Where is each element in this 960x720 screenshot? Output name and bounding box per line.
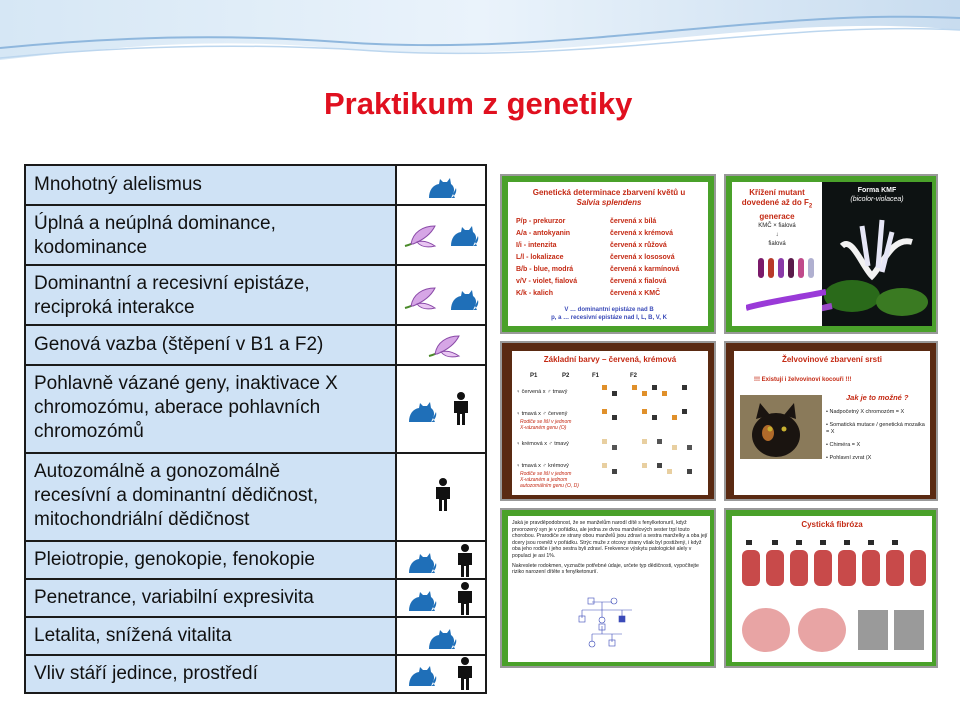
cat-cross-grid bbox=[582, 383, 702, 483]
cat-icon bbox=[405, 545, 439, 577]
topic-icons bbox=[397, 542, 485, 578]
slide-thumbnail-cf bbox=[724, 508, 938, 668]
cross-row: ♀ tmavá x ♂ červený bbox=[516, 411, 568, 417]
cross-row: ♀ tmavá x ♂ krémový bbox=[516, 463, 569, 469]
topic-label: Penetrance, variabilní expresivita bbox=[26, 580, 397, 616]
topic-icons bbox=[397, 326, 485, 364]
slide-heading: Genetická determinace zbarvení květů u Salvia splendens bbox=[532, 188, 686, 207]
table-row bbox=[26, 266, 485, 326]
kmf-label: Forma KMF (bicolor-violacea) bbox=[850, 187, 904, 203]
violet-flower-image bbox=[746, 286, 826, 316]
topic-label: Pohlavně vázané geny, inaktivace X chromozómu, aberace pohlavních chromozómů bbox=[26, 366, 397, 452]
cross-row: ♀ červená x ♂ tmavý bbox=[516, 389, 568, 395]
slide-heading: Základní barvy – červená, krémová bbox=[543, 355, 677, 364]
topic-label: Úplná a neúplná dominance, kodominance bbox=[26, 206, 397, 264]
topic-icons bbox=[397, 454, 485, 540]
topic-icons bbox=[397, 206, 485, 264]
table-row bbox=[26, 580, 485, 618]
pedigree-problem-text: Jaká je pravděpodobnost, že se manželům narodí dítě s fenylketonurií, když prvorozený syn je v pořádku, ale jedna ze dvou manželových sester trpí touto chorobou. Prarodiče ze strany obou manželů jsou zdraví a sestra manželky a oba její dcery jsou rovněž v pořádku. Strýc muže z otcovy strany však byl postižený, i když oba jeho rodiče i jeho sestra byli zdraví. Frekvence výskytu patologické alely v populaci je asi 1%. Nakreslete rodokmen, vyznačte potřebné údaje, určete typ dědičnosti, vypočítejte riziko narození dítěte s fenylketonurií. bbox=[512, 520, 708, 576]
topic-label: Letalita, snížená vitalita bbox=[26, 618, 397, 654]
tortoise-question: !!! Existují i želvovinoví kocouři !!! bbox=[754, 377, 852, 383]
col-label: F1 bbox=[592, 373, 600, 379]
cat-icon bbox=[405, 583, 439, 615]
page-title: Praktikum z genetiky bbox=[324, 86, 633, 121]
table-row bbox=[26, 326, 485, 366]
slide-thumbnail-tortoiseshell bbox=[724, 341, 938, 501]
topic-label: Vliv stáří jedince, prostředí bbox=[26, 656, 397, 692]
salvia-flower-photo bbox=[822, 206, 932, 324]
flower-icon bbox=[403, 220, 439, 252]
table-row bbox=[26, 206, 485, 266]
salvia-gene-list: P/p - prekurzor červená x bílá A/a - antokyanin červená x krémová I/i - intenzita červená x růžová L/l - lokalizace červená x lososová B/b - blue, modrá červená x karmínová v/V - violet, fialová červená x fialová K/k - kalich červená x KMČ bbox=[516, 218, 680, 297]
topic-label: Pleiotropie, genokopie, fenokopie bbox=[26, 542, 397, 578]
topic-icons bbox=[397, 366, 485, 452]
table-row bbox=[26, 366, 485, 454]
person-icon bbox=[455, 582, 475, 616]
mutant-cross-text: KMČ × fialová ↓ fialová bbox=[758, 223, 796, 247]
topic-icons bbox=[397, 266, 485, 324]
tortoise-question-2: Jak je to možné ? bbox=[846, 393, 909, 402]
table-row bbox=[26, 656, 485, 692]
topic-icons bbox=[397, 166, 485, 204]
slide-thumbnail-mutants bbox=[724, 174, 938, 334]
slide-thumbnail-pedigree bbox=[500, 508, 716, 668]
tortoiseshell-cat-photo bbox=[740, 395, 822, 459]
topic-icons bbox=[397, 656, 485, 692]
col-label: P1 bbox=[530, 373, 538, 379]
header-wave-decoration bbox=[0, 0, 960, 100]
person-icon bbox=[451, 392, 471, 426]
cat-icon bbox=[447, 218, 481, 250]
col-label: F2 bbox=[630, 373, 638, 379]
slide-heading: Želvovinové zbarvení srsti bbox=[781, 355, 883, 364]
tortoise-bullets: • Nadpočetný X chromozóm = X • Somatická mutace / genetická mozaika = X • Chiméra = X • Pohlavní zvrat (X bbox=[826, 409, 925, 461]
topics-table bbox=[24, 164, 487, 694]
cf-organs-illustration bbox=[738, 536, 928, 660]
slide-heading: Křížení mutant dovedené až do $F_2$ generace bbox=[741, 188, 813, 221]
cross-row: ♀ krémová x ♂ tmavý bbox=[516, 441, 569, 447]
col-label: P2 bbox=[562, 373, 570, 379]
topic-label: Genová vazba (štěpení v B1 a F2) bbox=[26, 326, 397, 364]
table-row bbox=[26, 166, 485, 206]
flower-icon bbox=[403, 282, 439, 314]
person-icon bbox=[455, 544, 475, 578]
topic-icons bbox=[397, 580, 485, 616]
table-row bbox=[26, 454, 485, 542]
table-row bbox=[26, 618, 485, 656]
salvia-footnote: V … dominantní epistáze nad B p, a … recesivní epistáze nad I, L, B, V, K bbox=[551, 307, 667, 321]
slide-thumbnail-colors bbox=[500, 341, 716, 501]
person-icon bbox=[433, 478, 453, 512]
slide-thumbnail-salvia bbox=[500, 174, 716, 334]
mutant-flowers-image bbox=[754, 254, 820, 280]
topic-label: Mnohotný alelismus bbox=[26, 166, 397, 204]
cat-icon bbox=[425, 621, 459, 653]
slide-heading: Cystická fibróza bbox=[801, 520, 863, 529]
topic-label: Dominantní a recesivní epistáze, reciproká interakce bbox=[26, 266, 397, 324]
cat-icon bbox=[405, 658, 439, 690]
note: Rodiče se liší v jednom X-vázaném a jednom autozomálním genu (O, D) bbox=[520, 471, 579, 489]
topic-icons bbox=[397, 618, 485, 654]
cat-icon bbox=[405, 394, 439, 426]
table-row bbox=[26, 542, 485, 580]
pedigree-diagram bbox=[572, 596, 652, 656]
note: Rodiče se liší v jednom X-vázaném genu (O) bbox=[520, 419, 572, 431]
person-icon bbox=[455, 657, 475, 691]
flower-icon bbox=[427, 330, 463, 362]
cat-icon bbox=[425, 170, 459, 202]
topic-label: Autozomálně a gonozomálně recesívní a dominantní dědičnost, mitochondriální dědičnost bbox=[26, 454, 397, 540]
cat-icon bbox=[447, 282, 481, 314]
